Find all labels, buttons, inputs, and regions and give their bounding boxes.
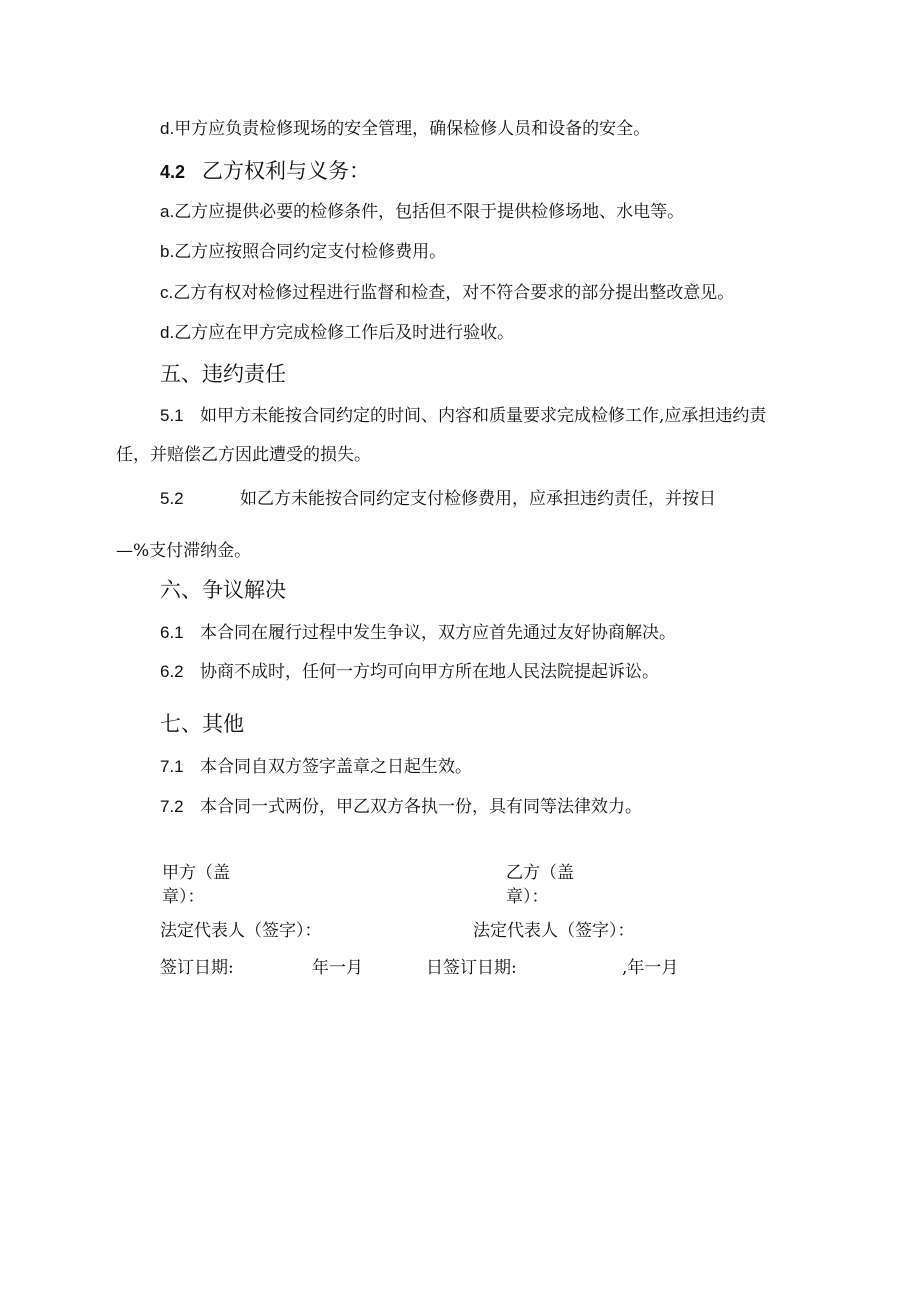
clause-7-2 — [160, 796, 642, 818]
party-a-date-value: 年一月 — [312, 958, 363, 978]
clause-text: 本合同一式两份，甲乙双方各执一份，具有同等法律效力。 — [200, 797, 642, 817]
clause-number: 6.2 — [160, 662, 184, 681]
clause-number: d. — [160, 323, 175, 342]
clause-4-1-d — [160, 118, 650, 140]
party-b-date-label: 日签订日期: — [426, 958, 517, 978]
clause-text: 乙方应提供必要的检修条件，包括但不限于提供检修场地、水电等。 — [174, 202, 685, 222]
party-b-seal-line2: 章）： — [506, 887, 549, 907]
clause-4-2-a — [160, 201, 684, 223]
clause-text: 协商不成时，任何一方均可向甲方所在地人民法院提起诉讼。 — [200, 662, 659, 682]
clause-5-2-line1 — [160, 488, 716, 510]
section-5-heading: 五、违约责任 — [160, 362, 286, 386]
clause-6-1 — [160, 622, 676, 644]
clause-5-1-line2: 任，并赔偿乙方因此遭受的损失。 — [116, 445, 371, 465]
party-b-seal-line1: 乙方（盖 — [506, 863, 574, 883]
clause-number: b. — [160, 242, 175, 261]
clause-number: a. — [160, 202, 175, 221]
section-6-heading: 六、争议解决 — [160, 578, 286, 602]
clause-text: 乙方应在甲方完成检修工作后及时进行验收。 — [174, 323, 515, 343]
party-a-representative: 法定代表人（签字）： — [160, 921, 322, 941]
clause-number: 7.2 — [160, 797, 184, 816]
clause-number: 5.2 — [160, 489, 184, 508]
clause-4-2-c — [160, 282, 734, 304]
clause-number: d. — [160, 119, 175, 138]
clause-text: 如乙方未能按合同约定支付检修费用，应承担违约责任，并按日 — [240, 489, 716, 509]
section-number: 4.2 — [160, 162, 186, 182]
section-7-heading: 七、其他 — [160, 712, 244, 736]
clause-5-2-line2: —%支付滞纳金。 — [116, 541, 252, 561]
party-a-seal-line2: 章）： — [162, 887, 205, 907]
clause-5-1-line1 — [160, 405, 766, 427]
party-b-date-value: ,年一月 — [622, 958, 679, 978]
clause-7-1 — [160, 756, 472, 778]
clause-text: 本合同自双方签字盖章之日起生效。 — [200, 757, 472, 777]
clause-text: 如甲方未能按合同约定的时间、内容和质量要求完成检修工作,应承担违约责 — [200, 406, 767, 426]
clause-text: 本合同在履行过程中发生争议，双方应首先通过友好协商解决。 — [200, 623, 676, 643]
clause-text: 乙方应按照合同约定支付检修费用。 — [174, 242, 447, 262]
clause-4-2-d — [160, 322, 514, 344]
clause-text: 乙方有权对检修过程进行监督和检查，对不符合要求的部分提出整改意见。 — [173, 283, 735, 303]
clause-number: c. — [160, 283, 174, 302]
section-4-2-heading — [160, 158, 370, 185]
clause-6-2 — [160, 661, 659, 683]
section-title: 乙方权利与义务： — [202, 159, 370, 183]
clause-4-2-b — [160, 241, 446, 263]
clause-number: 6.1 — [160, 623, 184, 642]
clause-number: 5.1 — [160, 406, 184, 425]
clause-number: 7.1 — [160, 757, 184, 776]
clause-text: 甲方应负责检修现场的安全管理，确保检修人员和设备的安全。 — [174, 119, 651, 139]
party-a-seal-line1: 甲方（盖 — [162, 863, 230, 883]
party-a-date-label: 签订日期: — [160, 958, 234, 978]
party-b-representative: 法定代表人（签字）： — [473, 921, 635, 941]
